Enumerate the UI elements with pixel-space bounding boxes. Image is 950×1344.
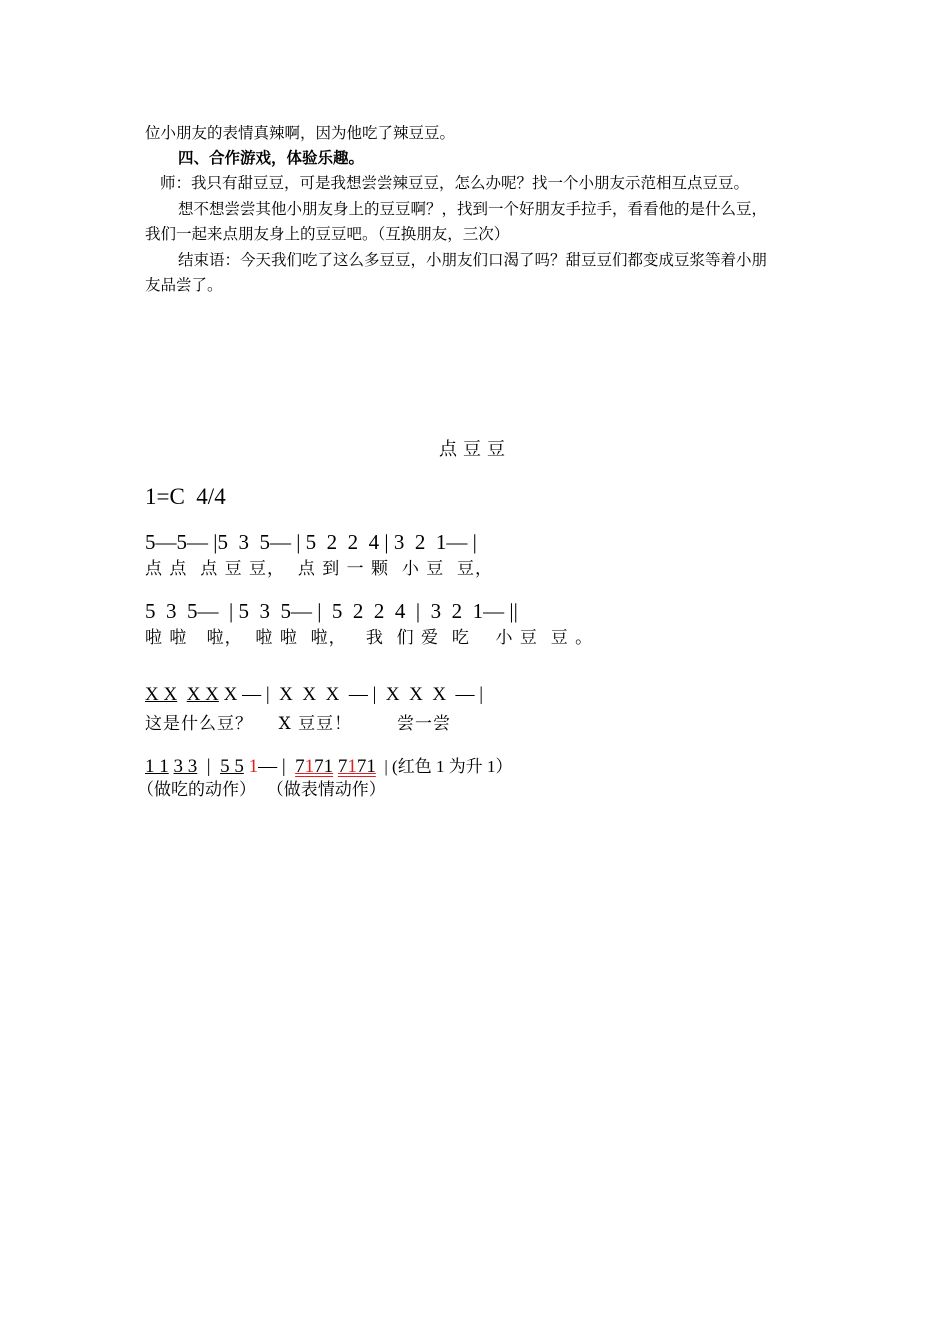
sharp-note: 1	[347, 756, 357, 777]
teacher-line: 师：我只有甜豆豆，可是我想尝尝辣豆豆，怎么办呢？找一个小朋友示范相互点豆豆。	[160, 174, 750, 192]
note-rest: — |	[258, 756, 296, 777]
note: 7	[337, 756, 348, 777]
note-group: 1 1	[145, 756, 169, 777]
lyrics-line-1: 点 点 点 豆 豆， 点 到 一 颗 小 豆 豆，	[145, 559, 494, 579]
rhythm-group: X X	[145, 684, 178, 705]
note-group: 3 3	[173, 756, 198, 777]
score-line-1: 5—5— |5 3 5— | 5 2 2 4 | 3 2 1— |	[145, 530, 477, 554]
note: 71	[356, 756, 376, 777]
lyrics-line-2: 啦 啦 啦， 啦 啦 啦， 我 们 爱 吃 小 豆 豆 。	[145, 628, 594, 648]
closing-line-2: 友品尝了。	[145, 276, 223, 294]
bar-separator: |	[197, 756, 221, 777]
note: 71	[314, 756, 334, 777]
paragraph-a-line-2: 我们一起来点朋友身上的豆豆吧。（互换朋友，三次）	[145, 225, 510, 243]
score-line-3	[145, 684, 483, 706]
score-annotation: | (红色 1 为升 1）	[375, 757, 513, 776]
paragraph-a-line-1: 想不想尝尝其他小朋友身上的豆豆啊？，找到一个好朋友手拉手，看看他的是什么豆，	[178, 200, 768, 218]
sharp-note: 1	[248, 756, 259, 777]
note: 7	[295, 756, 305, 777]
actions-line: （做吃的动作） （做表情动作）	[137, 780, 386, 800]
section-heading-4: 四、合作游戏，体验乐趣。	[178, 148, 365, 167]
note-group	[338, 756, 376, 777]
note-group: 5 5	[220, 756, 244, 777]
note-group	[295, 756, 333, 777]
song-title: 点豆豆	[439, 439, 511, 460]
sharp-note: 1	[304, 756, 315, 777]
rhythm-group: X X	[186, 684, 219, 705]
lesson-line-1: 位小朋友的表情真辣啊，因为他吃了辣豆豆。	[145, 124, 456, 142]
closing-line-1: 结束语：今天我们吃了这么多豆豆，小朋友们口渴了吗？甜豆豆们都变成豆浆等着小朋	[178, 251, 768, 269]
lyrics-line-3: 这是什么豆？ X 豆豆！ 尝一尝	[145, 714, 451, 734]
score-line-2: 5 3 5— | 5 3 5— | 5 2 2 4 | 3 2 1— ||	[145, 599, 518, 623]
rhythm-rest: X — | X X X — | X X X — |	[218, 684, 484, 705]
key-signature: 1=C 4/4	[145, 484, 226, 509]
